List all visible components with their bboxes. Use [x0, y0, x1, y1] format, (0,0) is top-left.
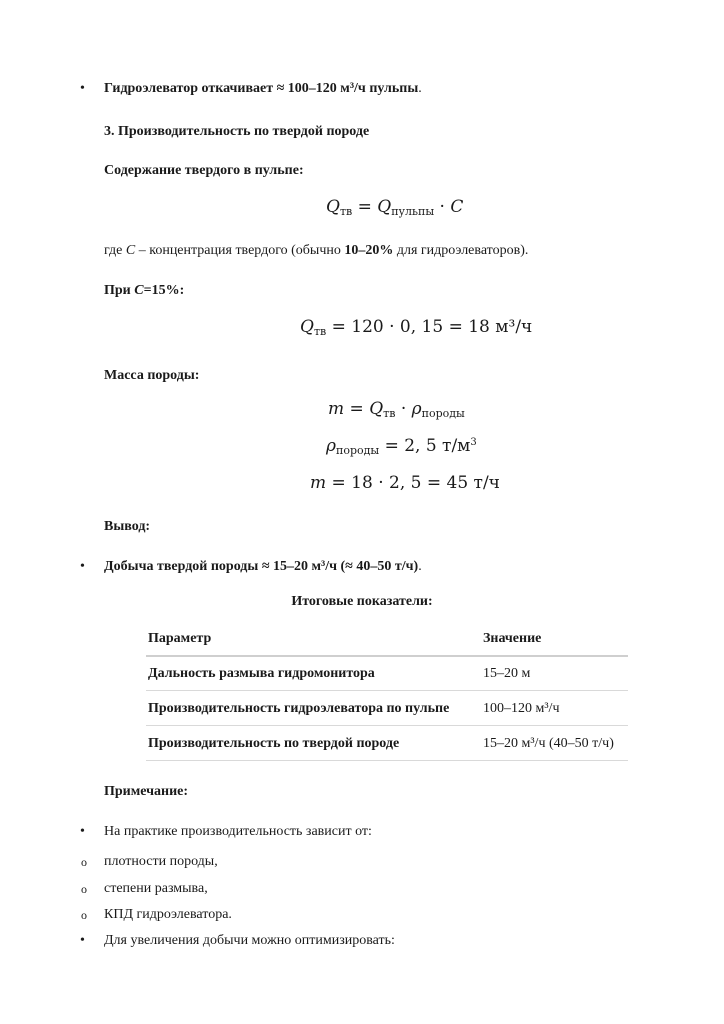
at-c-pre: При — [104, 283, 135, 298]
table-cell-param: Производительность по твердой породе — [148, 736, 400, 751]
formula1-lhs-sub: тв — [339, 205, 353, 218]
table-row-divider — [146, 760, 628, 761]
where-var: C — [125, 243, 136, 258]
concentration-explanation — [104, 242, 528, 260]
table-row-divider — [146, 690, 628, 691]
formula5-expr: = 18 · 2, 5 = 45 т/ч — [331, 473, 500, 493]
formula1-eq: = — [357, 197, 372, 217]
where-mid: – концентрация твердого (обычно — [135, 243, 345, 258]
note-marker: o — [81, 908, 87, 922]
formula3-lhs: m — [328, 399, 345, 419]
solids-content-label: Содержание твердого в пульпе: — [104, 163, 304, 178]
note-item: плотности породы, — [104, 854, 218, 869]
bullet-production-trail: . — [418, 559, 422, 574]
formula1-op: · — [439, 197, 445, 217]
bullet-marker: • — [80, 81, 85, 96]
formula-density — [326, 435, 477, 457]
where-bold: 10–20% — [344, 243, 394, 258]
formula1-rhs-sub: пульпы — [391, 205, 435, 218]
formula-solids-calc — [300, 316, 532, 338]
table-cell-param: Дальность размыва гидромонитора — [148, 666, 375, 681]
formula4-rho-sub: породы — [336, 444, 380, 457]
at-c-var: C — [134, 283, 144, 298]
table-cell-param: Производительность гидроэлеватора по пульпе — [148, 701, 450, 716]
formula-mass-calc — [310, 472, 500, 494]
table-cell-value: 15–20 м — [483, 666, 531, 681]
bullet-production-text: Добыча твердой породы ≈ 15–20 м³/ч (≈ 40–50 т/ч) — [104, 559, 419, 574]
where-pre: где — [104, 243, 126, 258]
at-c-post: =15% — [143, 283, 180, 298]
formula3-op: · — [400, 399, 407, 419]
bullet-marker: • — [80, 559, 85, 574]
note-item: степени размыва, — [104, 881, 208, 896]
table-header-value: Значение — [483, 631, 542, 646]
formula3-rho: ρ — [411, 399, 422, 419]
note-item: Для увеличения добычи можно оптимизировать: — [104, 933, 395, 948]
where-post: для гидроэлеваторов). — [393, 243, 529, 258]
formula1-rhs: Q — [377, 197, 392, 217]
note-marker: o — [81, 882, 87, 896]
formula3-q: Q — [369, 399, 384, 419]
note-item: КПД гидроэлеватора. — [104, 907, 232, 922]
formula3-rho-sub: породы — [421, 407, 465, 420]
formula4-sup: 3 — [470, 437, 477, 448]
table-cell-value: 15–20 м³/ч (40–50 т/ч) — [483, 736, 614, 751]
formula-solids-flow — [326, 196, 463, 218]
formula2-lhs: Q — [300, 317, 314, 337]
conclusion-label: Вывод: — [104, 519, 151, 534]
formula4-rho: ρ — [326, 436, 336, 456]
note-marker: o — [81, 855, 87, 869]
bullet-flow-rate-trail: . — [418, 81, 422, 96]
summary-title: Итоговые показатели: — [291, 594, 433, 609]
formula3-eq: = — [349, 399, 364, 419]
table-header-param: Параметр — [148, 631, 212, 646]
note-marker: • — [80, 824, 85, 839]
note-marker: • — [80, 933, 85, 948]
table-header-divider — [146, 655, 628, 657]
mass-label: Масса породы: — [104, 368, 200, 383]
section-heading: 3. Производительность по твердой породе — [104, 124, 370, 139]
formula-mass — [328, 398, 465, 420]
formula1-lhs: Q — [326, 197, 340, 217]
bullet-flow-rate — [104, 80, 422, 98]
bullet-production — [104, 558, 422, 576]
table-cell-value: 100–120 м³/ч — [483, 701, 560, 716]
note-label: Примечание: — [104, 784, 189, 799]
formula3-q-sub: тв — [383, 407, 396, 420]
formula1-var: C — [450, 197, 464, 217]
formula2-expr: = 120 · 0, 15 = 18 м³/ч — [331, 317, 533, 337]
formula5-lhs: m — [310, 473, 327, 493]
formula4-expr: = 2, 5 т/м — [384, 436, 471, 456]
at-c-colon: : — [179, 283, 185, 298]
table-row-divider — [146, 725, 628, 726]
note-item: На практике производительность зависит от: — [104, 824, 372, 839]
formula2-lhs-sub: тв — [313, 325, 327, 338]
at-concentration-label — [104, 282, 184, 300]
bullet-flow-rate-text: Гидроэлеватор откачивает ≈ 100–120 м³/ч пульпы — [104, 81, 419, 96]
